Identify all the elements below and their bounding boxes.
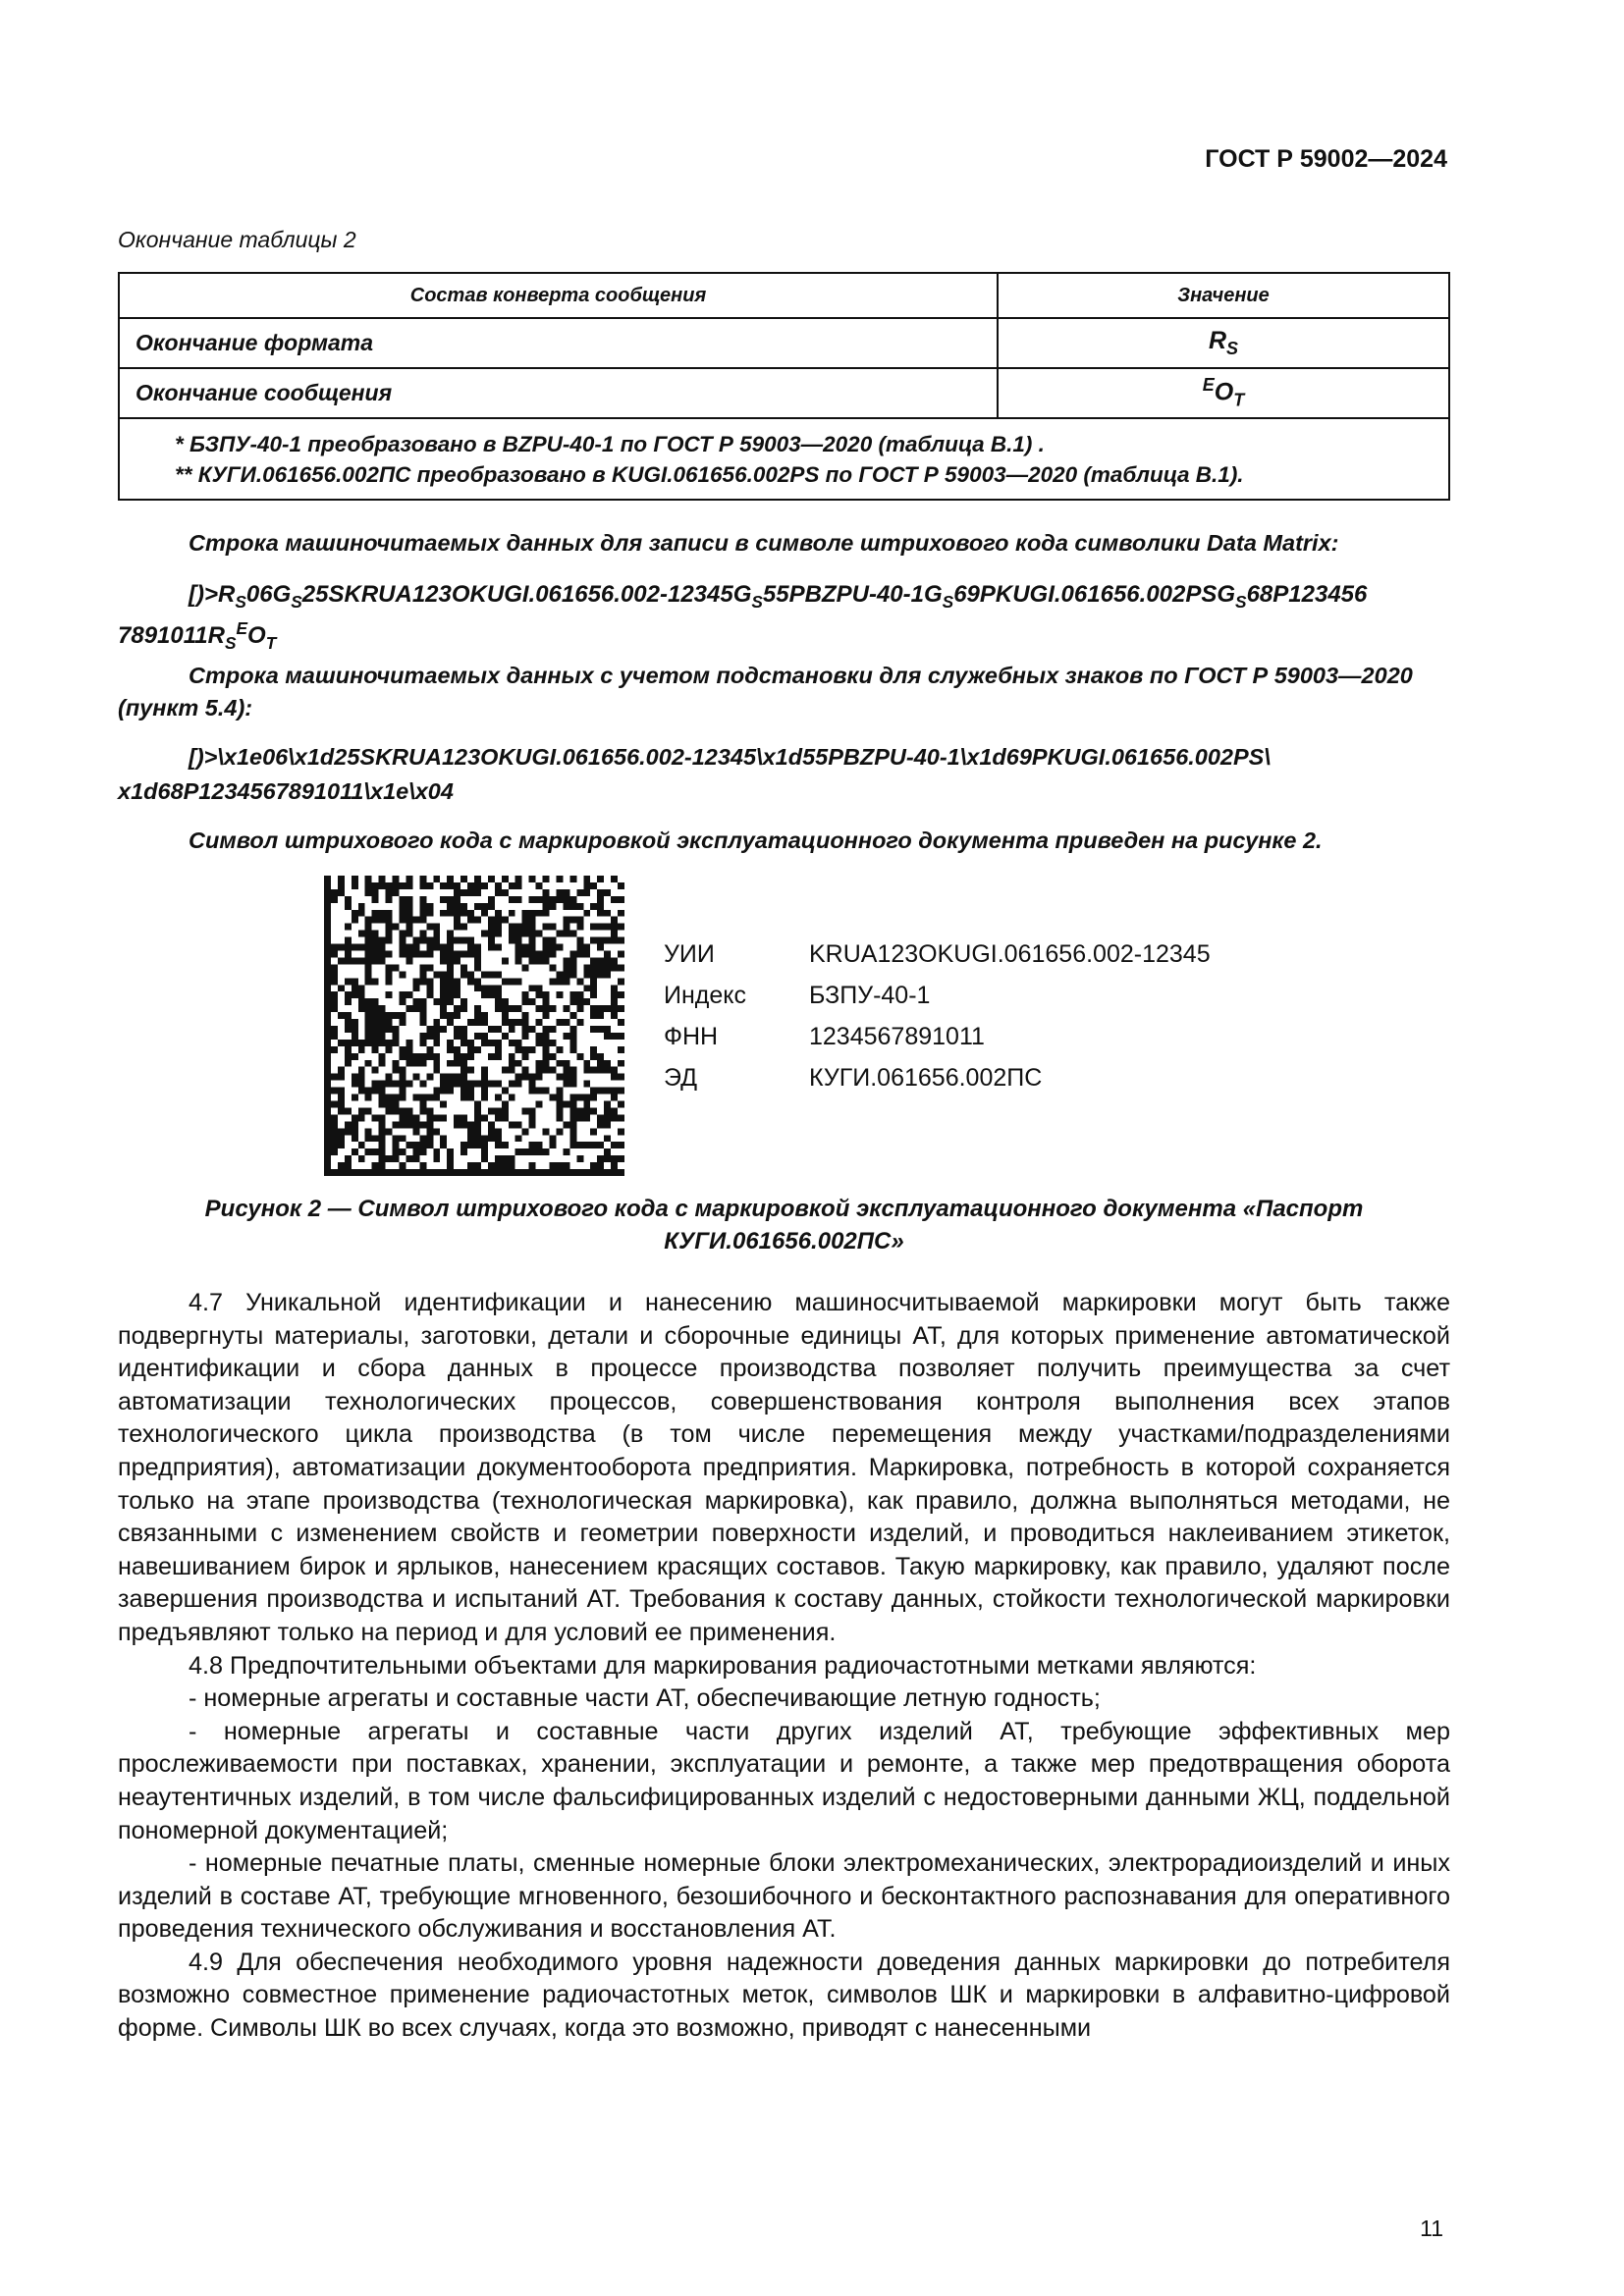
list-item: - номерные агрегаты и составные части АТ, обеспечивающие летную годность;	[189, 1684, 1101, 1713]
page-number: 11	[1420, 2216, 1443, 2241]
envelope-table	[118, 272, 1450, 501]
substitution-line1: [)>\x1e06\x1d25SKRUA123OKUGI.061656.002-12345\x1d55PBZPU-40-1\x1d69PKUGI.061656.002PS\	[189, 744, 1271, 770]
table-notes	[119, 418, 1449, 500]
legend-key: ЭД	[664, 1064, 698, 1092]
machine-line-row1: $[)>R_S06G_S25SKRUA123OKUGI.061656.002-12345G_S55PBZPU-40-1G_S69PKUGI.061656.002PSG_S68P123456$	[189, 581, 1368, 612]
table-note: * БЗПУ-40-1 преобразовано в BZPU-40-1 по ГОСТ Р 59003—2020 (таблица В.1) .	[175, 431, 1045, 456]
body-text	[118, 1287, 1450, 2046]
substitution-line2: x1d68P1234567891011\x1e\x04	[118, 778, 454, 804]
legend-row	[664, 940, 1211, 982]
column-header-value: Значение	[998, 273, 1449, 318]
legend-row	[664, 1023, 1211, 1064]
list-item: - номерные печатные платы, сменные номерные блоки электромеханических, электрорадиоизделий и иных изделий в составе АТ, требующие мгновенного, безошибочного и бесконтактного распознавания для оперативного проведения технического обслуживания и восстановления АТ.	[118, 1849, 1450, 1944]
table-caption: Окончание таблицы 2	[118, 227, 356, 252]
substitution-title: Строка машиночитаемых данных с учетом подстановки для служебных знаков по ГОСТ Р 59003—2020 (пункт 5.4):	[118, 663, 1413, 721]
legend-value: КУГИ.061656.002ПС	[809, 1064, 1043, 1092]
paragraph-4-8: 4.8 Предпочтительными объектами для маркирования радиочастотными метками являются:	[189, 1651, 1257, 1680]
table-row	[119, 318, 1449, 368]
barcode-modules	[324, 876, 624, 1176]
figure-caption: Рисунок 2 — Символ штрихового кода с маркировкой эксплуатационного документа «Паспорт КУГИ.061656.002ПС»	[204, 1196, 1364, 1255]
legend-key: ФНН	[664, 1023, 719, 1050]
machine-line-title: Строка машиночитаемых данных для записи в символе штрихового кода символики Data Matrix:	[189, 530, 1339, 556]
legend-value: 1234567891011	[809, 1023, 985, 1050]
legend-key: УИИ	[664, 940, 715, 968]
row-value: $R_S$	[998, 318, 1449, 368]
legend-value: БЗПУ-40-1	[809, 982, 931, 1009]
table-header-row	[119, 273, 1449, 318]
legend-row	[664, 1064, 1211, 1105]
legend-key: Индекс	[664, 982, 746, 1009]
list-item: - номерные агрегаты и составные части других изделий АТ, требующие эффективных мер прослеживаемости при поставках, хранении, эксплуатации и ремонте, а также мер предотвращения оборота неаутентичных изделий, в том числе фальсифицированных изделий с недостоверными данными ЖЦ, поддельной пономерной документацией;	[118, 1717, 1450, 1844]
row-value: $^EO_T$	[998, 368, 1449, 418]
table-row	[119, 368, 1449, 418]
data-matrix-barcode	[324, 876, 624, 1176]
table-note: ** КУГИ.061656.002ПС преобразовано в KUGI.061656.002PS по ГОСТ Р 59003—2020 (таблица В.1).	[175, 461, 1244, 487]
symbol-intro: Символ штрихового кода с маркировкой эксплуатационного документа приведен на рисунке 2.	[189, 828, 1323, 853]
legend-value: KRUA123OKUGI.061656.002-12345	[809, 940, 1211, 968]
barcode-legend	[664, 940, 1211, 1105]
row-name: Окончание формата	[119, 318, 998, 368]
document-code: ГОСТ Р 59002—2024	[1205, 145, 1447, 173]
legend-row	[664, 982, 1211, 1023]
machine-line-row2: $7891011R_S^EO_T$	[118, 618, 277, 653]
column-header-composition: Состав конверта сообщения	[119, 273, 998, 318]
table-notes-row	[119, 418, 1449, 500]
paragraph-4-7: 4.7 Уникальной идентификации и нанесению машиносчитываемой маркировки могут быть также подвергнуты материалы, заготовки, детали и сборочные единицы АТ, для которых применение автоматической идентификации и сбора данных в процессе производства позволяет получить преимущества за счет автоматизации технологических процессов, совершенствования контроля выполнения всех этапов технологического цикла производства (в том числе перемещения между участками/подразделениями предприятия), автоматизации документооборота предприятия. Маркировка, потребность в которой сохраняется только на этапе производства (технологическая маркировка), как правило, должна выполняться методами, не связанными с изменением свойств и геометрии поверхности изделий, и проводиться наклеиванием этикеток, навешиванием бирок и ярлыков, нанесением красящих составов. Такую маркировку, как правило, удаляют после завершения производства и испытаний АТ. Требования к составу данных, стойкости технологической маркировки предъявляют только на период и для условий ее применения.	[118, 1289, 1450, 1646]
row-name: Окончание сообщения	[119, 368, 998, 418]
paragraph-4-9: 4.9 Для обеспечения необходимого уровня надежности доведения данных маркировки до потребителя возможно совместное применение радиочастотных меток, символов ШК и маркировки в алфавитно-цифровой форме. Символы ШК во всех случаях, когда это возможно, приводят с нанесенными	[118, 1948, 1450, 2043]
